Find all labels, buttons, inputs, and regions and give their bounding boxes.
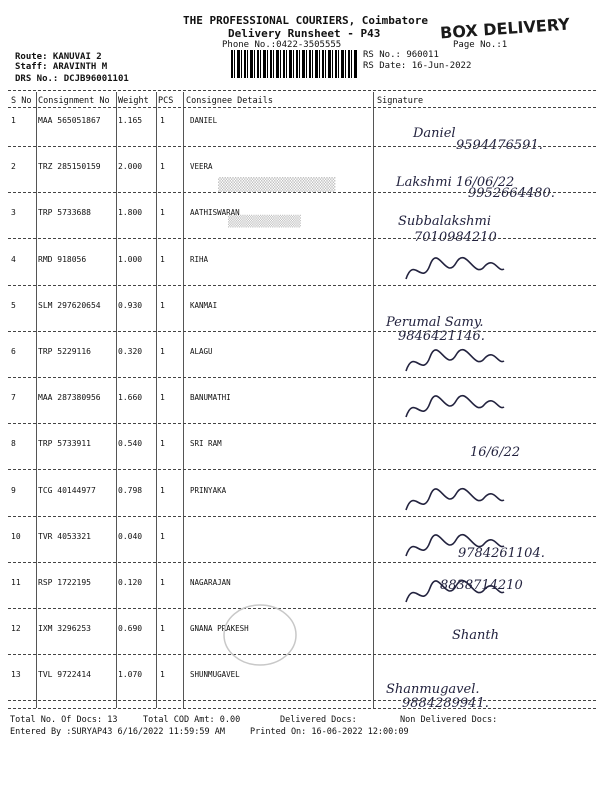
row-weight: 1.660	[118, 393, 143, 403]
header-pcs: PCS	[158, 96, 174, 106]
row-weight: 2.000	[118, 162, 143, 172]
col-divider	[183, 92, 184, 708]
row-weight: 1.800	[118, 208, 143, 218]
signature-name: Perumal Samy.	[386, 314, 484, 330]
round-stamp-graphic	[220, 600, 300, 670]
row-pcs: 1	[160, 485, 165, 495]
row-sno: 11	[11, 578, 21, 587]
row-consignee: VEERA	[190, 162, 213, 172]
bleed-through-mark: ▒▒▒▒▒▒▒▒▒▒▒▒▒▒▒	[218, 178, 336, 193]
page-number: Page No.:1	[453, 40, 508, 50]
row-consignment-no: IXM 3296253	[38, 624, 91, 634]
delivered-docs: Delivered Docs:	[280, 715, 357, 725]
handwritten-signature-scribble	[400, 389, 510, 429]
row-weight: 1.000	[118, 254, 143, 264]
signature-name: Shanth	[452, 628, 499, 644]
row-consignment-no: TRP 5733688	[38, 208, 91, 218]
row-sno: 4	[11, 254, 16, 264]
row-consignee: BANUMATHI	[190, 393, 231, 403]
row-consignee: SRI RAM	[190, 439, 222, 449]
row-consignment-no: SLM 297620654	[38, 300, 101, 310]
bleed-through-mark: ▒▒▒▒▒▒▒▒▒▒▒	[228, 215, 301, 228]
row-weight: 0.120	[118, 578, 143, 587]
header-consignee: Consignee Details	[186, 96, 273, 106]
signature-phone: 9952664480.	[468, 186, 555, 202]
company-name: THE PROFESSIONAL COURIERS, Coimbatore	[183, 14, 429, 27]
row-sno: 12	[11, 624, 21, 634]
handwritten-signature-scribble	[400, 574, 510, 614]
row-consignee: NAGARAJAN	[190, 578, 231, 587]
printed-on: Printed On: 16-06-2022 12:00:09	[250, 727, 409, 737]
signature-phone: 9784261104.	[458, 545, 545, 561]
row-sno: 6	[11, 347, 16, 356]
rs-number: RS No.: 960011	[363, 50, 439, 60]
row-consignment-no: TVR 4053321	[38, 531, 91, 541]
col-divider	[116, 92, 117, 708]
row-sno: 7	[11, 393, 16, 403]
row-sno: 1	[11, 116, 16, 125]
row-weight: 1.070	[118, 670, 143, 680]
row-rule	[8, 700, 596, 701]
route: Route: KANUVAI 2	[15, 52, 102, 62]
drs-number: DRS No.: DCJB96001101	[15, 74, 129, 84]
signature-name: Subbalakshmi	[398, 214, 491, 230]
row-sno: 13	[11, 670, 21, 680]
header-rule	[8, 107, 596, 108]
row-consignee: RIHA	[190, 254, 209, 264]
row-rule	[8, 469, 596, 470]
signature-name: 8838714210	[440, 578, 523, 593]
row-consignee: SHUNMUGAVEL	[190, 670, 240, 680]
row-weight: 0.690	[118, 624, 143, 634]
row-sno: 9	[11, 485, 16, 495]
entered-by: Entered By :SURYAP43 6/16/2022 11:59:59 AM	[10, 727, 225, 737]
row-rule	[8, 192, 596, 193]
signature-name: Daniel	[413, 126, 456, 141]
signature-phone: 9884289941.	[402, 696, 489, 712]
signature-name: Shanmugavel.	[386, 682, 480, 698]
row-consignee: PRINYAKA	[190, 485, 227, 495]
row-consignee: GNANA PRAKESH	[190, 624, 249, 634]
col-divider	[156, 92, 157, 708]
row-pcs: 1	[160, 531, 165, 541]
row-rule	[8, 146, 596, 147]
row-consignment-no: RMD 918056	[38, 254, 87, 264]
header-consignment: Consignment No	[38, 96, 110, 106]
handwritten-signature-scribble	[400, 482, 510, 522]
row-consignment-no: TRP 5229116	[38, 347, 91, 356]
handwritten-signature-scribble	[400, 343, 510, 383]
row-pcs: 1	[160, 208, 165, 218]
row-pcs: 1	[160, 300, 165, 310]
col-divider	[36, 92, 37, 708]
footer-rule	[8, 708, 596, 709]
non-delivered-docs: Non Delivered Docs:	[400, 715, 498, 725]
row-consignee: KANMAI	[190, 300, 218, 310]
phone-number: Phone No.:0422-3505555	[222, 40, 342, 50]
row-weight: 0.930	[118, 300, 143, 310]
handwritten-signature-scribble	[400, 528, 510, 568]
row-sno: 2	[11, 162, 16, 172]
col-divider	[373, 92, 374, 708]
staff: Staff: ARAVINTH M	[15, 62, 108, 72]
row-weight: 0.798	[118, 485, 143, 495]
total-docs: Total No. Of Docs: 13	[10, 715, 118, 725]
row-pcs: 1	[160, 670, 165, 680]
signature-phone: 7010984210	[414, 230, 497, 246]
signature-name: 16/6/22	[470, 445, 521, 461]
header-signature: Signature	[377, 96, 424, 106]
row-consignee: AATHISWARAN	[190, 208, 240, 218]
row-rule	[8, 238, 596, 239]
row-weight: 0.540	[118, 439, 143, 449]
row-pcs: 1	[160, 347, 165, 356]
row-consignment-no: MAA 287380956	[38, 393, 101, 403]
row-consignment-no: MAA 565051867	[38, 116, 101, 125]
signature-phone: 9594476591.	[456, 138, 543, 153]
header-sno: S No	[11, 96, 32, 106]
row-consignee: ALAGU	[190, 347, 213, 356]
signature-phone: 9846421146.	[398, 328, 485, 344]
row-pcs: 1	[160, 578, 165, 587]
row-consignment-no: TRZ 285150159	[38, 162, 101, 172]
row-sno: 3	[11, 208, 16, 218]
row-weight: 1.165	[118, 116, 143, 125]
row-consignment-no: TCG 40144977	[38, 485, 96, 495]
row-sno: 5	[11, 300, 16, 310]
row-consignment-no: RSP 1722195	[38, 578, 91, 587]
row-rule	[8, 654, 596, 655]
row-consignment-no: TRP 5733911	[38, 439, 91, 449]
row-sno: 8	[11, 439, 16, 449]
signature-name: Lakshmi 16/06/22	[396, 175, 515, 191]
row-pcs: 1	[160, 254, 165, 264]
row-pcs: 1	[160, 162, 165, 172]
row-sno: 10	[11, 531, 21, 541]
row-rule	[8, 331, 596, 332]
barcode	[231, 50, 357, 78]
row-pcs: 1	[160, 393, 165, 403]
table-top-rule	[8, 90, 596, 91]
runsheet-title: Delivery Runsheet - P43	[228, 27, 381, 40]
header-weight: Weight	[118, 96, 149, 106]
box-delivery-stamp: BOX DELIVERY	[439, 14, 571, 43]
rs-date: RS Date: 16-Jun-2022	[363, 61, 472, 71]
row-weight: 0.040	[118, 531, 143, 541]
row-pcs: 1	[160, 116, 165, 125]
row-consignee: DANIEL	[190, 116, 218, 125]
row-consignment-no: TVL 9722414	[38, 670, 91, 680]
row-pcs: 1	[160, 439, 165, 449]
row-weight: 0.320	[118, 347, 143, 356]
row-pcs: 1	[160, 624, 165, 634]
total-cod: Total COD Amt: 0.00	[143, 715, 241, 725]
handwritten-signature-scribble	[400, 251, 510, 291]
